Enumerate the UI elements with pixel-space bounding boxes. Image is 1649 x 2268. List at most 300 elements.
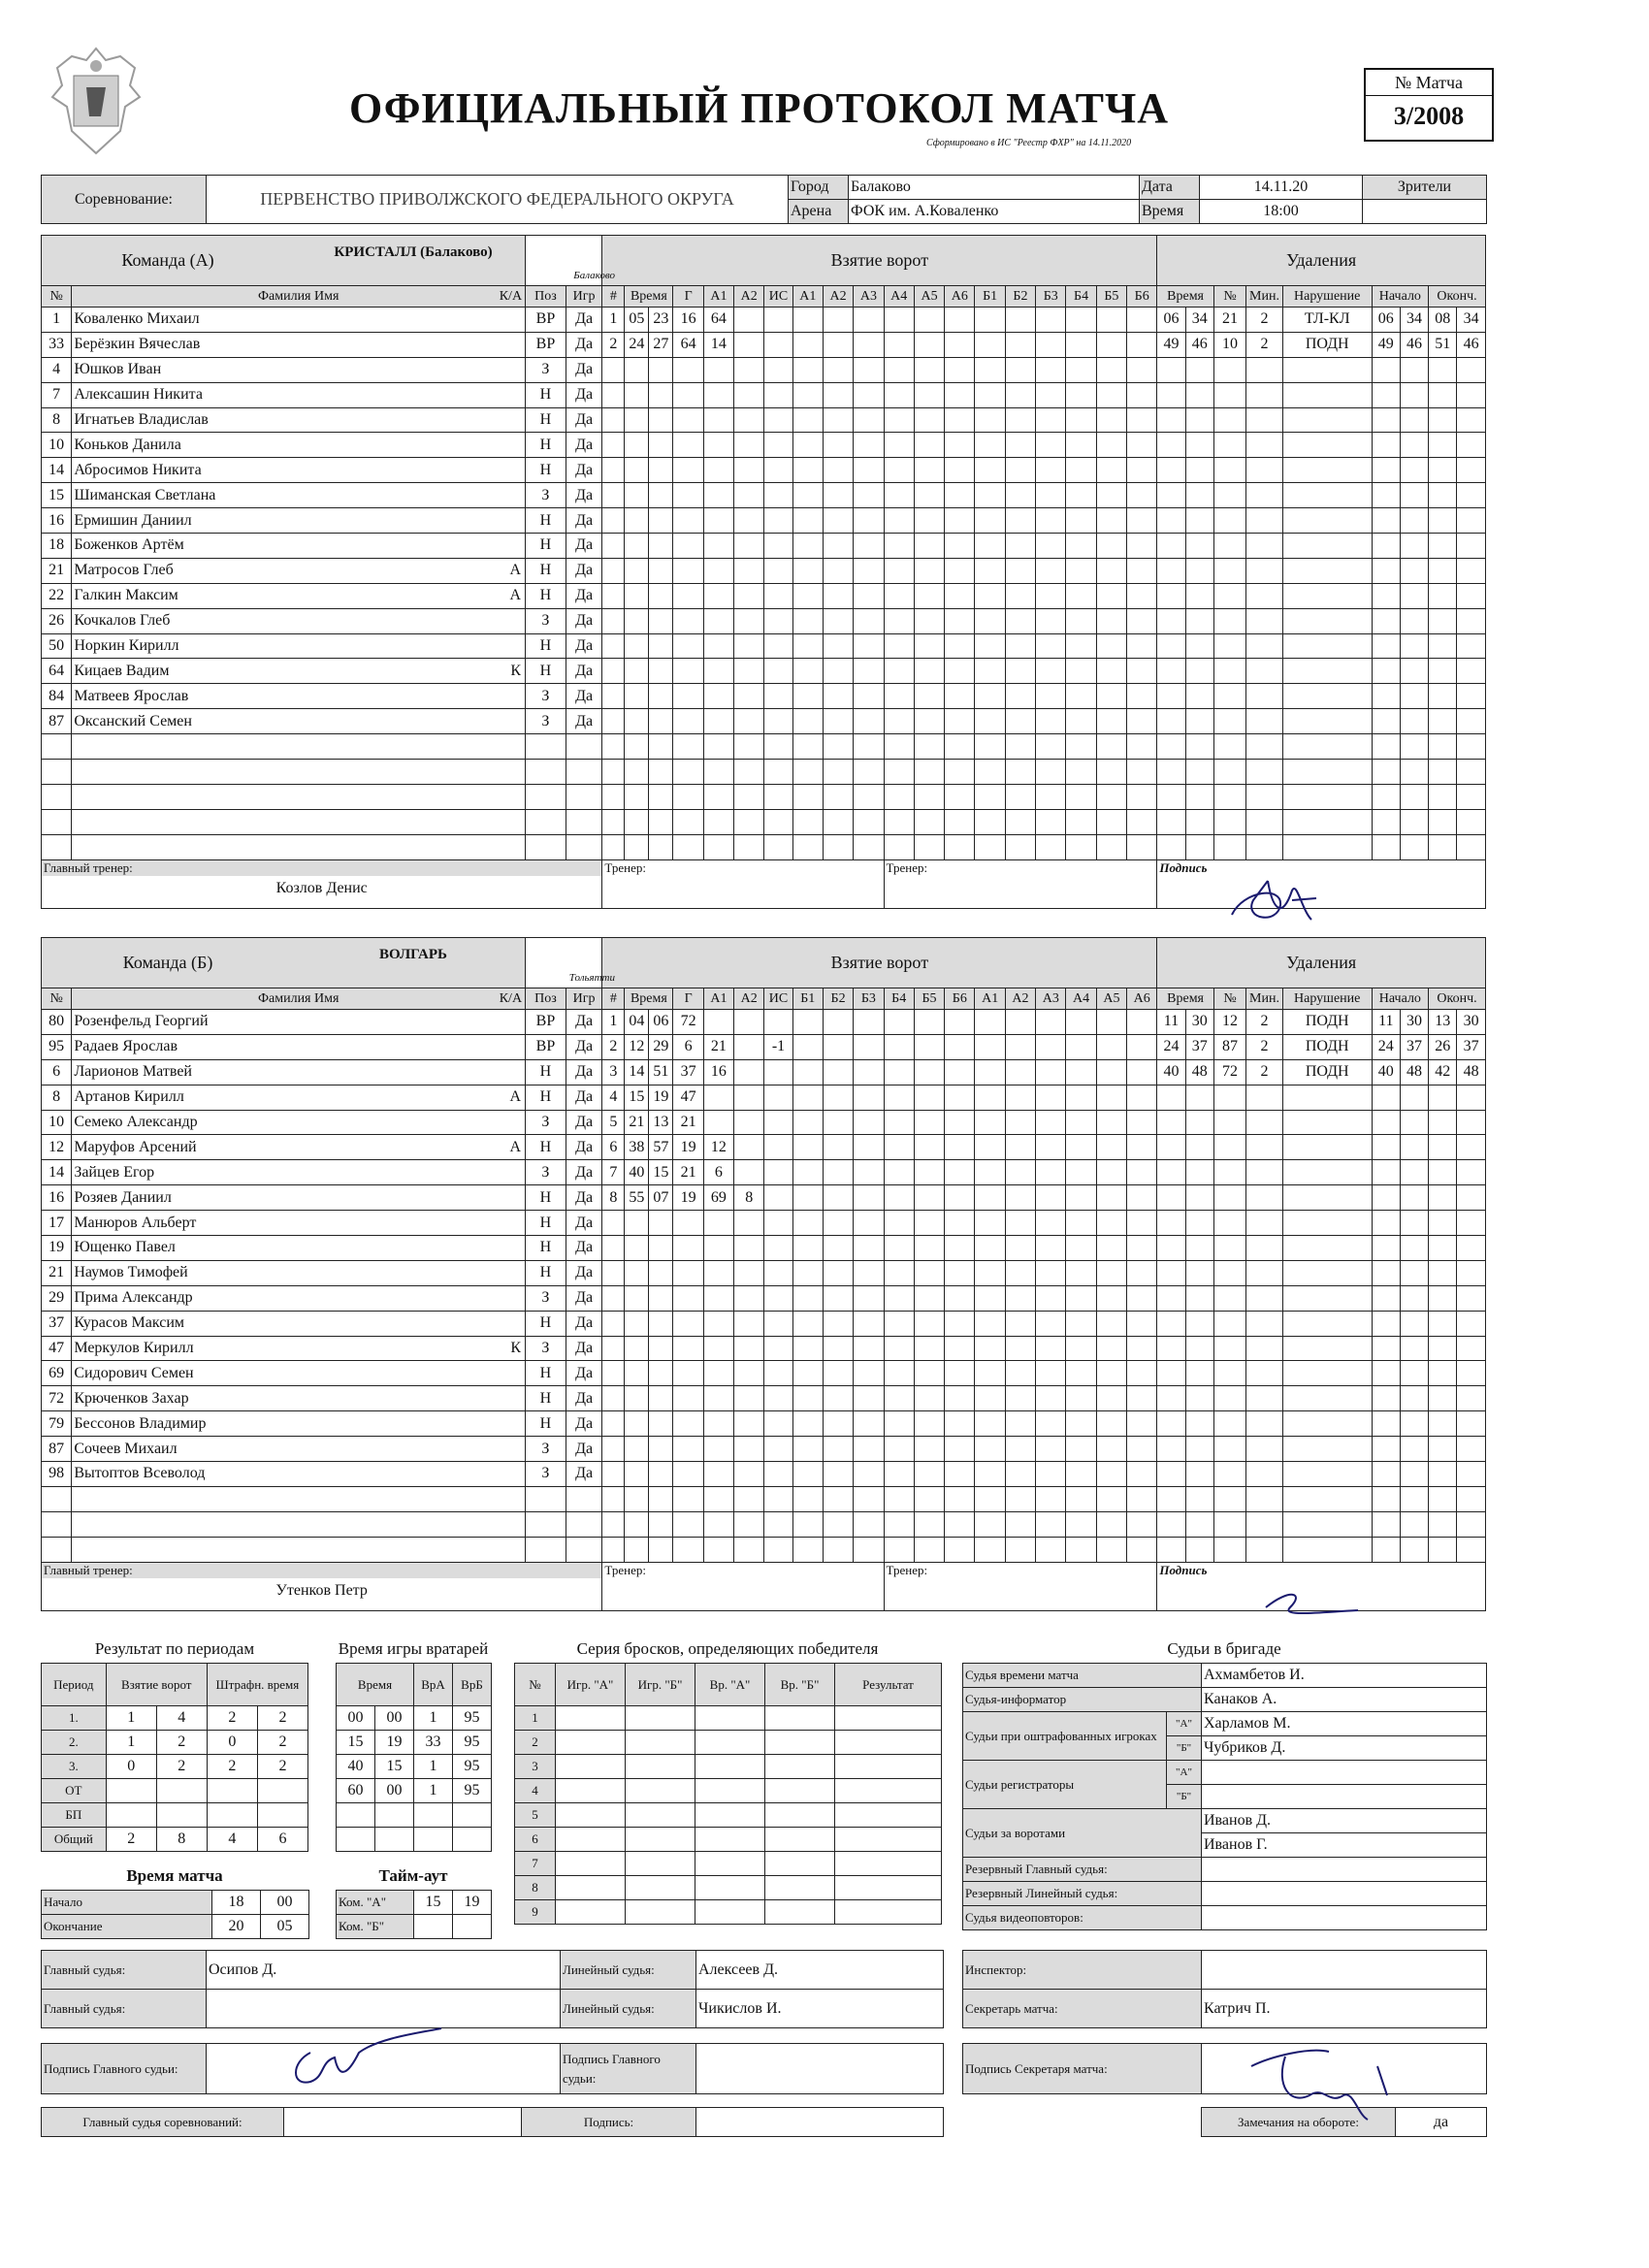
off-pen-b: Чубриков Д. <box>1202 1736 1487 1761</box>
period-pa: 2 <box>207 1706 257 1731</box>
team_a-row <box>42 633 1486 659</box>
team_b-signature-label: Подпись <box>1157 1562 1486 1610</box>
player-pos: Н <box>526 1085 566 1110</box>
player-name <box>72 332 526 357</box>
player-pos: Н <box>526 558 566 583</box>
periods-h-pim: Штрафн. время <box>207 1664 307 1706</box>
ref2-value <box>207 1990 561 2028</box>
player-no: 8 <box>42 1085 72 1110</box>
goal-is: -1 <box>764 1034 792 1059</box>
arena-label: Арена <box>789 200 849 224</box>
player-name-text: Меркулов Кирилл <box>74 1340 194 1357</box>
player-no: 10 <box>42 1110 72 1135</box>
team_a-h-p-time: Время <box>1157 286 1213 308</box>
team_a-row <box>42 659 1486 684</box>
player-played: Да <box>566 332 602 357</box>
team_b-h-strength: Б5 <box>914 988 944 1010</box>
goal-a2 <box>734 1135 764 1160</box>
goal-ss: 29 <box>649 1034 673 1059</box>
period-gb: 8 <box>156 1828 207 1852</box>
team_b-h-strength: А5 <box>1096 988 1126 1010</box>
shootout-h-pb: Игр. "Б" <box>626 1664 695 1706</box>
player-pos: З <box>526 1437 566 1462</box>
player-name-text: Коньков Данила <box>74 436 181 453</box>
player-name-text: Игнатьев Владислав <box>74 411 209 428</box>
player-name-text: Артанов Кирилл <box>74 1088 184 1106</box>
off-pen-b-tag: "Б" <box>1167 1736 1202 1761</box>
team_b-row <box>42 1486 1486 1511</box>
player-name <box>72 1110 526 1135</box>
lines1-value: Алексеев Д. <box>696 1951 944 1990</box>
ref2-label: Главный судья: <box>42 1990 207 2028</box>
team_b-row <box>42 1160 1486 1185</box>
player-pos: Н <box>526 508 566 534</box>
team_b-h-no: № <box>42 988 72 1010</box>
chief-referee-table <box>41 2107 944 2137</box>
team_a-h-pos: Поз <box>526 286 566 308</box>
goalie-row <box>337 1779 492 1803</box>
team_b-coach-label: Тренер: <box>602 1562 884 1610</box>
team_b-row <box>42 1211 1486 1236</box>
player-played: Да <box>566 1185 602 1211</box>
team_a-h-strength: Б4 <box>1066 286 1096 308</box>
goal-a2 <box>734 1085 764 1110</box>
secretary-label: Секретарь матча: <box>963 1990 1202 2028</box>
team_a-head-coach: Козлов Денис <box>275 879 368 896</box>
team_b-h-p-end: Оконч. <box>1429 988 1486 1010</box>
period-pb: 6 <box>257 1828 307 1852</box>
team_b-name-block <box>206 937 621 988</box>
team_a-row <box>42 583 1486 608</box>
pen-sm: 24 <box>1372 1034 1400 1059</box>
goal-a1: 16 <box>703 1059 733 1085</box>
player-name-text: Коваленко Михаил <box>74 310 200 328</box>
shootout-h-gb: Вр. "Б" <box>765 1664 835 1706</box>
period-name: ОТ <box>42 1779 107 1803</box>
goal-ss: 23 <box>649 308 673 333</box>
pen-ss: 48 <box>1400 1059 1428 1085</box>
goalie-h-b: ВрБ <box>453 1664 492 1706</box>
team_b-row <box>42 1462 1486 1487</box>
player-no: 12 <box>42 1135 72 1160</box>
goalie-row <box>337 1731 492 1755</box>
period-pa: 0 <box>207 1731 257 1755</box>
team_b-row <box>42 1135 1486 1160</box>
team_b-row <box>42 1236 1486 1261</box>
goal-is <box>764 1160 792 1185</box>
arena-value: ФОК им. А.Коваленко <box>849 200 1140 224</box>
pen-tm: 11 <box>1157 1010 1185 1035</box>
player-played: Да <box>566 1034 602 1059</box>
player-pos: Н <box>526 1059 566 1085</box>
player-played: Да <box>566 709 602 734</box>
team_b-row <box>42 1085 1486 1110</box>
team_b-table <box>41 937 1486 1611</box>
player-name-text: Зайцев Егор <box>74 1163 155 1181</box>
sig-ref2-label: Подпись Главного судьи: <box>561 2044 696 2094</box>
team_a-row <box>42 433 1486 458</box>
pen-no: 10 <box>1213 332 1245 357</box>
team_a-h-strength: А4 <box>884 286 914 308</box>
ref1-value: Осипов Д. <box>207 1951 561 1990</box>
goal-is <box>764 1135 792 1160</box>
team_a-row <box>42 382 1486 407</box>
period-gb: 2 <box>156 1755 207 1779</box>
shootout-table <box>514 1663 942 1925</box>
goal-is <box>764 1110 792 1135</box>
player-ka: К <box>510 662 522 679</box>
player-name-text: Манюров Альберт <box>74 1214 197 1231</box>
player-played: Да <box>566 583 602 608</box>
coach-b-signature-icon <box>1261 1583 1368 1622</box>
goal-a1: 14 <box>703 332 733 357</box>
player-name-text: Семеко Александр <box>74 1114 198 1130</box>
shootout-no: 4 <box>515 1779 556 1803</box>
team_a-h-strength: Б2 <box>1005 286 1035 308</box>
goal-a2 <box>734 1160 764 1185</box>
player-pos: З <box>526 1160 566 1185</box>
team_a-row <box>42 332 1486 357</box>
team_a-row <box>42 483 1486 508</box>
goal-is <box>764 332 792 357</box>
fhr-logo-icon <box>43 39 149 165</box>
pen-min: 2 <box>1246 308 1283 333</box>
team_a-h-strength: Б5 <box>1096 286 1126 308</box>
team_a-table <box>41 235 1486 909</box>
player-played: Да <box>566 1311 602 1336</box>
goal-mm: 12 <box>625 1034 649 1059</box>
goalie-a: 1 <box>414 1706 453 1731</box>
team_a-h-played: Игр <box>566 286 602 308</box>
player-pos: Н <box>526 458 566 483</box>
player-played: Да <box>566 1386 602 1411</box>
off-recorder-label: Судьи регистраторы <box>963 1761 1167 1809</box>
off-timekeeper: Ахмамбетов И. <box>1202 1664 1487 1688</box>
player-name <box>72 1059 526 1085</box>
team_b-h-strength: А1 <box>975 988 1005 1010</box>
period-name: БП <box>42 1803 107 1828</box>
goalie-a: 1 <box>414 1779 453 1803</box>
player-pos: ВР <box>526 1010 566 1035</box>
pen-no: 21 <box>1213 308 1245 333</box>
team_a-row <box>42 407 1486 433</box>
player-pos: Н <box>526 1135 566 1160</box>
team_a-h-a1: А1 <box>703 286 733 308</box>
goal-g: 19 <box>673 1185 703 1211</box>
period-pa <box>207 1779 257 1803</box>
player-name-text: Боженков Артём <box>74 536 184 554</box>
team_a-goals-title: Взятие ворот <box>602 236 1157 286</box>
team_b-h-strength: Б3 <box>854 988 884 1010</box>
goal-mm: 40 <box>625 1160 649 1185</box>
goalie-b: 95 <box>453 1779 492 1803</box>
goal-is <box>764 1085 792 1110</box>
period-ga: 1 <box>106 1731 156 1755</box>
player-no: 79 <box>42 1411 72 1437</box>
player-name-text: Матвеев Ярослав <box>74 687 189 704</box>
pen-es: 34 <box>1457 308 1486 333</box>
goal-a1 <box>703 1085 733 1110</box>
player-name-text: Оксанский Семен <box>74 712 192 729</box>
goal-mm: 15 <box>625 1085 649 1110</box>
player-no: 21 <box>42 1260 72 1285</box>
team_b-row <box>42 1059 1486 1085</box>
shootout-row <box>515 1803 942 1828</box>
player-name <box>72 1437 526 1462</box>
player-no: 18 <box>42 534 72 559</box>
team_b-h-played: Игр <box>566 988 602 1010</box>
team_b-h-p-start: Начало <box>1372 988 1428 1010</box>
period-pb: 2 <box>257 1706 307 1731</box>
match-end-m: 05 <box>261 1915 309 1939</box>
goalie-m: 00 <box>337 1706 375 1731</box>
page-title: ОФИЦИАЛЬНЫЙ ПРОТОКОЛ МАТЧА <box>349 84 1170 132</box>
player-played: Да <box>566 458 602 483</box>
period-ga: 2 <box>106 1828 156 1852</box>
pen-em: 42 <box>1429 1059 1457 1085</box>
goal-a1: 6 <box>703 1160 733 1185</box>
goalie-a: 1 <box>414 1755 453 1779</box>
player-name <box>72 534 526 559</box>
team_a-h-strength: Б6 <box>1127 286 1157 308</box>
player-no: 87 <box>42 709 72 734</box>
goal-a2 <box>734 308 764 333</box>
team_b-h-is: ИС <box>764 988 792 1010</box>
player-no: 15 <box>42 483 72 508</box>
goal-n: 7 <box>602 1160 625 1185</box>
player-played: Да <box>566 659 602 684</box>
team_b-h-strength: А6 <box>1127 988 1157 1010</box>
shootout-no: 3 <box>515 1755 556 1779</box>
player-pos: Н <box>526 1185 566 1211</box>
team_a-h-ka: К/А <box>499 288 523 304</box>
player-played: Да <box>566 1236 602 1261</box>
period-gb <box>156 1803 207 1828</box>
pen-es: 48 <box>1457 1059 1486 1085</box>
shootout-h-res: Результат <box>835 1664 942 1706</box>
inspector-table <box>962 1950 1487 2028</box>
goalie-time-table <box>336 1663 492 1852</box>
timeout-title: Тайм-аут <box>378 1866 448 1885</box>
pen-sm: 49 <box>1372 332 1400 357</box>
match-end-label: Окончание <box>42 1915 212 1939</box>
player-played: Да <box>566 1437 602 1462</box>
team_a-row <box>42 834 1486 859</box>
player-pos: З <box>526 357 566 382</box>
goalie-time-title: Время игры вратарей <box>338 1639 489 1658</box>
team_a-label: Команда (А) <box>42 236 526 286</box>
team_b-row <box>42 1537 1486 1562</box>
pen-es: 30 <box>1457 1010 1486 1035</box>
period-pa <box>207 1803 257 1828</box>
shootout-no: 1 <box>515 1706 556 1731</box>
player-played: Да <box>566 1110 602 1135</box>
player-pos: Н <box>526 633 566 659</box>
team_a-row <box>42 508 1486 534</box>
goal-a1: 21 <box>703 1034 733 1059</box>
pen-tm: 24 <box>1157 1034 1185 1059</box>
player-pos: ВР <box>526 308 566 333</box>
player-name <box>72 1236 526 1261</box>
pen-min: 2 <box>1246 1034 1283 1059</box>
goalie-row <box>337 1755 492 1779</box>
competition-label: Соревнование: <box>42 176 207 224</box>
city-label: Город <box>789 176 849 200</box>
player-no: 16 <box>42 1185 72 1211</box>
pen-no: 72 <box>1213 1059 1245 1085</box>
shootout-h-no: № <box>515 1664 556 1706</box>
pen-inf: ТЛ-КЛ <box>1282 308 1372 333</box>
player-name <box>72 1085 526 1110</box>
goal-mm: 14 <box>625 1059 649 1085</box>
goal-mm: 05 <box>625 308 649 333</box>
match-number: 3/2008 <box>1393 102 1465 130</box>
player-name-text: Радаев Ярослав <box>74 1038 178 1055</box>
team_b-h-strength: Б2 <box>823 988 853 1010</box>
player-played: Да <box>566 1010 602 1035</box>
player-pos: З <box>526 483 566 508</box>
lines2-label: Линейный судья: <box>561 1990 696 2028</box>
player-no: 47 <box>42 1336 72 1361</box>
team_b-coach2-label: Тренер: <box>884 1562 1157 1610</box>
team_b-h-g-time: Время <box>625 988 673 1010</box>
period-row <box>42 1779 308 1803</box>
player-pos: Н <box>526 1311 566 1336</box>
team_b-row <box>42 1511 1486 1537</box>
team_b-row <box>42 1185 1486 1211</box>
shootout-no: 7 <box>515 1852 556 1876</box>
player-ka: А <box>509 1138 522 1155</box>
period-pa: 2 <box>207 1755 257 1779</box>
goal-mm: 55 <box>625 1185 649 1211</box>
player-ka: А <box>509 562 522 579</box>
pen-em: 08 <box>1429 308 1457 333</box>
player-pos: Н <box>526 583 566 608</box>
pen-min: 2 <box>1246 1010 1283 1035</box>
player-no: 22 <box>42 583 72 608</box>
goal-n: 3 <box>602 1059 625 1085</box>
player-pos: Н <box>526 534 566 559</box>
player-name <box>72 1386 526 1411</box>
player-name <box>72 1260 526 1285</box>
player-no: 8 <box>42 407 72 433</box>
goalie-s: 00 <box>375 1779 414 1803</box>
periods-title: Результат по периодам <box>94 1639 255 1658</box>
goal-is <box>764 1010 792 1035</box>
off-penalty-label: Судьи при оштрафованных игроках <box>963 1712 1167 1761</box>
pen-inf: ПОДН <box>1282 1034 1372 1059</box>
team_a-head-coach-label: Главный тренер: <box>42 860 601 876</box>
chief-sig-label: Подпись: <box>522 2108 696 2137</box>
shootout-row <box>515 1876 942 1900</box>
off-rec-b-tag: "Б" <box>1167 1785 1202 1809</box>
player-played: Да <box>566 1160 602 1185</box>
player-no: 98 <box>42 1462 72 1487</box>
player-name-text: Курасов Максим <box>74 1314 185 1332</box>
player-pos: Н <box>526 1386 566 1411</box>
goal-a2 <box>734 1034 764 1059</box>
goal-g: 21 <box>673 1160 703 1185</box>
goal-ss: 51 <box>649 1059 673 1085</box>
goal-ss: 07 <box>649 1185 673 1211</box>
period-gb <box>156 1779 207 1803</box>
player-no: 37 <box>42 1311 72 1336</box>
player-name <box>72 608 526 633</box>
player-played: Да <box>566 382 602 407</box>
team-b-section <box>41 937 1486 1611</box>
team_b-h-strength: Б4 <box>884 988 914 1010</box>
team_b-h-a1: А1 <box>703 988 733 1010</box>
goal-g: 19 <box>673 1135 703 1160</box>
team_b-h-strength: А3 <box>1036 988 1066 1010</box>
player-pos: Н <box>526 1260 566 1285</box>
player-pos: Н <box>526 659 566 684</box>
player-name <box>72 1361 526 1386</box>
player-ka: А <box>509 587 522 604</box>
player-name-text: Бессонов Владимир <box>74 1414 207 1432</box>
team_a-h-strength: Б1 <box>975 286 1005 308</box>
team_b-city: Тольятти <box>568 972 615 984</box>
team_a-coach-label: Тренер: <box>602 859 884 908</box>
pen-ts: 48 <box>1185 1059 1213 1085</box>
player-name <box>72 659 526 684</box>
team_a-row <box>42 458 1486 483</box>
period-pb <box>257 1779 307 1803</box>
player-played: Да <box>566 1336 602 1361</box>
match-time-table <box>41 1890 309 1939</box>
player-name <box>72 458 526 483</box>
player-no: 95 <box>42 1034 72 1059</box>
team_b-h-p-time: Время <box>1157 988 1213 1010</box>
officials-table <box>962 1663 1487 1930</box>
pen-ts: 46 <box>1185 332 1213 357</box>
match-info-table <box>41 175 1487 224</box>
player-pos: Н <box>526 1411 566 1437</box>
player-name <box>72 1285 526 1311</box>
player-name <box>72 308 526 333</box>
period-pb <box>257 1803 307 1828</box>
shootout-no: 8 <box>515 1876 556 1900</box>
timeout-a-s: 19 <box>453 1891 492 1915</box>
player-no: 4 <box>42 357 72 382</box>
team_a-h-strength: А1 <box>792 286 823 308</box>
player-pos: ВР <box>526 332 566 357</box>
player-name <box>72 1462 526 1487</box>
goal-g: 72 <box>673 1010 703 1035</box>
pen-tm: 49 <box>1157 332 1185 357</box>
goal-a1 <box>703 1110 733 1135</box>
team_b-row <box>42 1336 1486 1361</box>
period-name: 3. <box>42 1755 107 1779</box>
pen-ss: 30 <box>1400 1010 1428 1035</box>
time-value: 18:00 <box>1200 200 1363 224</box>
off-video-label: Судья видеоповторов: <box>963 1906 1202 1930</box>
shootout-row <box>515 1852 942 1876</box>
off-goal-2: Иванов Г. <box>1202 1833 1487 1858</box>
city-value: Балаково <box>849 176 1140 200</box>
pen-min: 2 <box>1246 332 1283 357</box>
goalie-s: 00 <box>375 1706 414 1731</box>
goal-a1 <box>703 1010 733 1035</box>
goal-is <box>764 308 792 333</box>
time-label: Время <box>1140 200 1200 224</box>
team_b-row <box>42 1110 1486 1135</box>
timeout-table <box>336 1890 492 1939</box>
secretary-signature-icon <box>1232 2027 1426 2124</box>
player-name-text: Ющенко Павел <box>74 1239 176 1256</box>
ref1-label: Главный судья: <box>42 1951 207 1990</box>
player-name-text: Прима Александр <box>74 1289 193 1307</box>
